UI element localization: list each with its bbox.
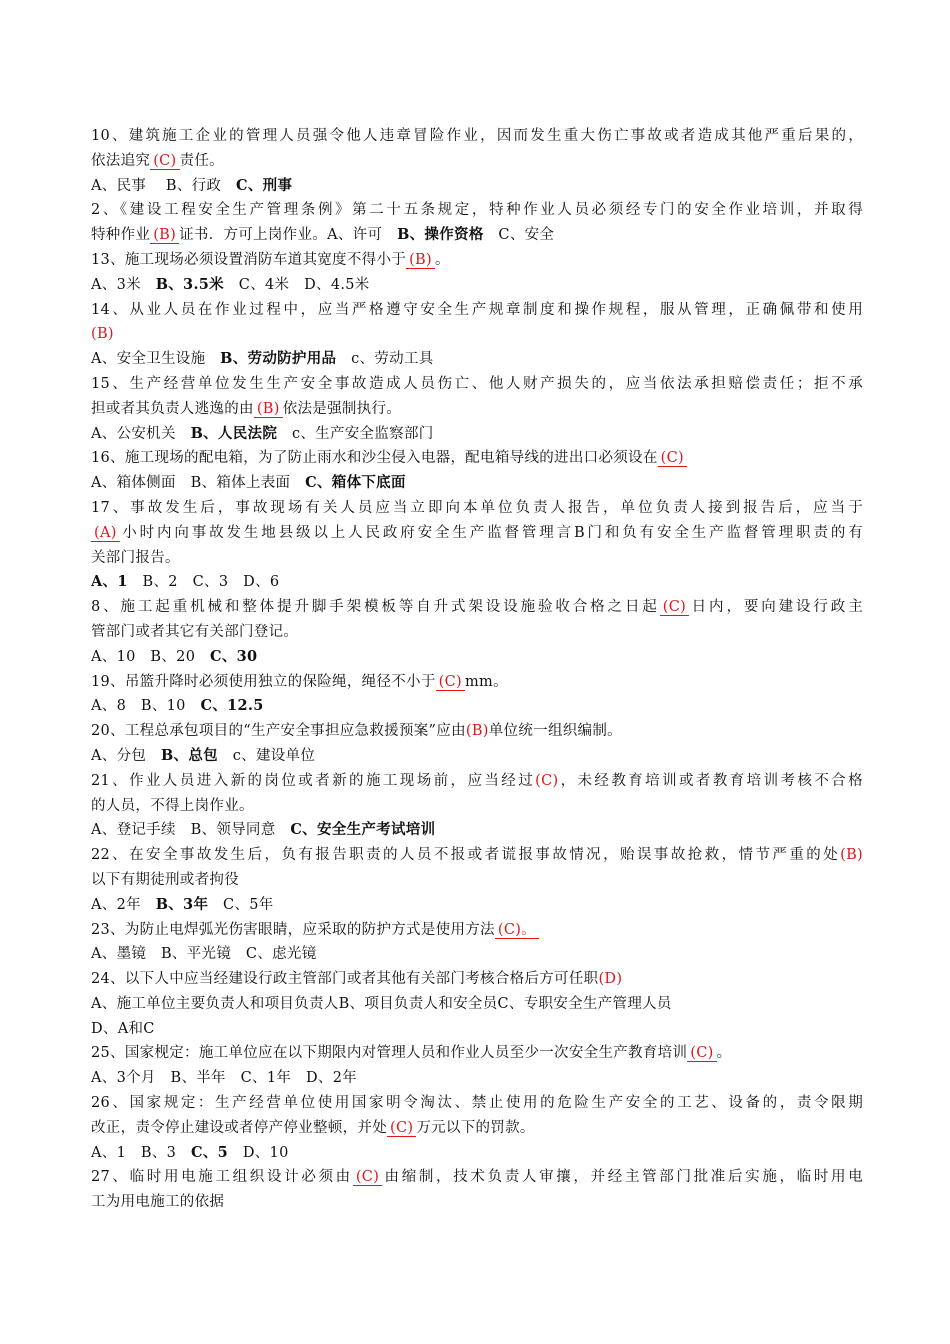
text-segment: 特种作业 <box>91 227 151 244</box>
text-line <box>91 1091 863 1116</box>
text-line <box>91 248 863 273</box>
text-segment: D、10 <box>228 1144 289 1161</box>
text-line <box>91 670 863 695</box>
text-segment: A、公安机关 <box>91 425 191 442</box>
text-line <box>91 149 863 174</box>
text-segment: 小时内向事故发生地县级以上人民政府安全生产监督管理言B门和负有安全生产监督管理职责的有 <box>119 524 863 541</box>
text-line <box>91 843 863 868</box>
text-segment: 。 <box>716 1045 732 1062</box>
text-segment: 14、从业人员在作业过程中，应当严格遵守安全生产规章制度和操作规程，服从管理，正确佩带和使用 <box>91 301 863 318</box>
answer-mark: (C) <box>658 450 687 467</box>
text-line <box>91 1141 863 1166</box>
text-line <box>91 1017 863 1042</box>
text-line <box>91 918 863 943</box>
text-line <box>91 942 863 967</box>
answer-mark: (B) <box>150 227 179 244</box>
text-segment: 日内，要向建设行政主 <box>689 599 863 616</box>
text-segment: 17、事故发生后，事故现场有关人员应当立即向本单位负责人报告，单位负责人接到报告后，应当于 <box>91 499 863 516</box>
text-line <box>91 1116 863 1141</box>
text-line <box>91 446 863 471</box>
text-line <box>91 1041 863 1066</box>
correct-option: C、12.5 <box>200 697 264 715</box>
text-segment: 8、施工起重机械和整体提升脚手架模板等自升式架设设施验收合格之日起 <box>91 599 660 616</box>
text-line <box>91 645 863 670</box>
text-segment: C、4米 D、4.5米 <box>224 276 370 293</box>
text-line <box>91 273 863 298</box>
text-segment: 工为用电施工的依据 <box>91 1194 225 1211</box>
text-segment: A、民事 B、行政 <box>91 177 237 194</box>
text-segment: 依法是强制执行。 <box>282 400 402 417</box>
text-line <box>91 1165 863 1190</box>
answer-mark: (C) <box>353 1169 382 1186</box>
text-segment: A、登记手续 B、领导同意 <box>91 822 291 839</box>
correct-option: A、1 <box>91 573 128 591</box>
text-line <box>91 198 863 223</box>
correct-option: C、30 <box>210 647 258 665</box>
text-segment: c、劳动工具 <box>336 351 434 368</box>
text-segment: 19、吊篮升降时必须使用独立的保险绳，绳径不小于 <box>91 673 436 690</box>
text-segment: 关部门报告。 <box>91 549 180 566</box>
text-segment: 以下有期徒刑或者拘役 <box>91 871 239 888</box>
answer-mark: (B) <box>91 326 114 343</box>
text-segment: A、3个月 B、半年 C、1年 D、2年 <box>91 1070 358 1087</box>
text-line <box>91 1066 863 1091</box>
answer-mark: (B) <box>254 401 283 418</box>
correct-option: C、5 <box>190 1143 229 1161</box>
text-line <box>91 298 863 323</box>
text-segment: A、1 B、3 <box>91 1144 191 1161</box>
answer-mark: (C) <box>387 1120 416 1137</box>
text-segment: A、分包 <box>91 747 161 764</box>
text-line <box>91 719 863 744</box>
text-line <box>91 422 863 447</box>
correct-option: B、3年 <box>155 895 209 913</box>
text-segment: ，未经教育培训或者教育培训考核不合格 <box>558 772 863 789</box>
text-line <box>91 744 863 769</box>
text-segment: 13、施工现场必须设置消防车道其宽度不得小于 <box>91 251 407 268</box>
text-segment: 万元以下的罚款。 <box>416 1119 535 1136</box>
correct-option: C、刑事 <box>236 176 293 194</box>
correct-option: C、箱体下底面 <box>305 474 406 492</box>
answer-mark: (C)。 <box>495 922 539 939</box>
text-line <box>91 521 863 546</box>
text-line <box>91 372 863 397</box>
answer-mark: (C) <box>687 1045 716 1062</box>
text-segment: 21、作业人员进入新的岗位或者新的施工现场前，应当经过 <box>91 772 536 789</box>
text-segment: 改正，责令停止建设或者停产停业整顿，并处 <box>91 1119 387 1136</box>
text-segment: B、2 C、3 D、6 <box>127 574 280 591</box>
text-segment: 管部门或者其它有关部门登记。 <box>91 623 299 640</box>
text-segment: 26、国家规定：生产经营单位使用国家明令淘汰、禁止使用的危险生产安全的工艺、设备的，责令限期 <box>91 1095 863 1112</box>
text-segment: 由缩制，技术负责人审攘，并经主管部门批准后实施，临时用电 <box>382 1169 863 1186</box>
answer-mark: (C) <box>150 153 179 170</box>
text-segment: D、A和C <box>91 1020 155 1037</box>
text-line <box>91 223 863 248</box>
text-segment: 10、建筑施工企业的管理人员强令他人违章冒险作业，因而发生重大伤亡事故或者造成其他严重后果的， <box>91 128 863 144</box>
answer-mark: (A) <box>91 525 120 542</box>
text-line <box>91 570 863 595</box>
correct-option: B、总包 <box>160 746 218 764</box>
text-segment: 单位统一组织编制。 <box>488 723 622 740</box>
document-body <box>91 124 863 1215</box>
text-segment: 16、施工现场的配电箱，为了防止雨水和沙尘侵入电器，配电箱导线的进出口必须设在 <box>91 450 658 467</box>
text-segment: 15、生产经营单位发生生产安全事故造成人员伤亡、他人财产损失的，应当依法承担赔偿责任；拒不承 <box>91 375 863 392</box>
answer-mark: (C) <box>660 599 689 616</box>
correct-option: B、3.5米 <box>155 275 224 293</box>
text-segment: A、施工单位主要负责人和项目负责人B、项目负责人和安全员C、专职安全生产管理人员 <box>91 995 672 1012</box>
text-line <box>91 397 863 422</box>
text-segment: 证书．方可上岗作业。A、许可 <box>179 227 398 244</box>
text-line <box>91 322 863 347</box>
text-line <box>91 967 863 992</box>
text-line <box>91 1190 863 1215</box>
text-segment: C、5年 <box>208 896 274 913</box>
text-segment: 2、《建设工程安全生产管理条例》第二十五条规定，特种作业人员必须经专门的安全作业培训，并取得 <box>91 202 863 219</box>
text-segment: 23、为防止电焊弧光伤害眼睛，应采取的防护方式是使用方法 <box>91 921 495 938</box>
answer-mark: (B) <box>840 847 863 864</box>
text-segment: A、10 B、20 <box>91 648 211 665</box>
text-line <box>91 546 863 571</box>
text-segment: 20、工程总承包项目的“生产安全事担应急救援预案”应由 <box>91 723 466 740</box>
text-line <box>91 769 863 794</box>
text-line <box>91 595 863 620</box>
text-segment: mm。 <box>464 673 508 690</box>
correct-option: C、安全生产考试培训 <box>290 821 436 839</box>
text-line <box>91 794 863 819</box>
text-segment: C、安全 <box>483 227 555 244</box>
answer-mark: (D) <box>598 971 623 988</box>
text-line <box>91 893 863 918</box>
text-segment: 27、临时用电施工组织设计必须由 <box>91 1169 353 1186</box>
text-line <box>91 471 863 496</box>
answer-mark: (B) <box>406 252 435 269</box>
text-segment: c、生产安全监察部门 <box>277 425 434 442</box>
text-segment: 24、以下人中应当经建设行政主管部门或者其他有关部门考核合格后方可任职 <box>91 971 599 988</box>
text-line <box>91 992 863 1017</box>
text-segment: 25、国家枧定：施工单位应在以下期限内对管理人员和作业人员至少一次安全生产教育培训 <box>91 1045 688 1062</box>
text-segment: A、2年 <box>91 896 156 913</box>
correct-option: B、操作资格 <box>397 226 484 244</box>
text-segment: 22、在安全事故发生后，负有报告职责的人员不报或者谎报事故情况，贻误事故抢救，情节严重的处 <box>91 847 841 864</box>
text-line <box>91 694 863 719</box>
text-line <box>91 868 863 893</box>
text-line <box>91 496 863 521</box>
text-segment: A、8 B、10 <box>91 698 201 715</box>
text-segment: 责任。 <box>179 152 224 169</box>
text-segment: c、建设单位 <box>217 747 316 764</box>
text-line <box>91 818 863 843</box>
text-segment: A、墨镜 B、平光镜 C、虑光镜 <box>91 946 317 963</box>
text-segment: 的人员，不得上岗作业。 <box>91 797 254 814</box>
text-line <box>91 174 863 199</box>
text-segment: A、箱体侧面 B、箱体上表面 <box>91 475 306 492</box>
text-segment: 担或者其负责人逃逸的由 <box>91 400 254 417</box>
text-segment: 。 <box>434 251 450 268</box>
correct-option: B、劳动防护用品 <box>220 350 337 368</box>
text-segment: A、3米 <box>91 276 156 293</box>
text-line <box>91 620 863 645</box>
answer-mark: (C) <box>535 772 559 789</box>
text-segment: 依法追究 <box>91 152 151 169</box>
answer-mark: (B) <box>465 723 489 740</box>
text-segment: A、安全卫生设施 <box>91 351 221 368</box>
text-line <box>91 124 863 149</box>
answer-mark: (C) <box>436 674 465 691</box>
text-line <box>91 347 863 372</box>
correct-option: B、人民法院 <box>190 424 278 442</box>
